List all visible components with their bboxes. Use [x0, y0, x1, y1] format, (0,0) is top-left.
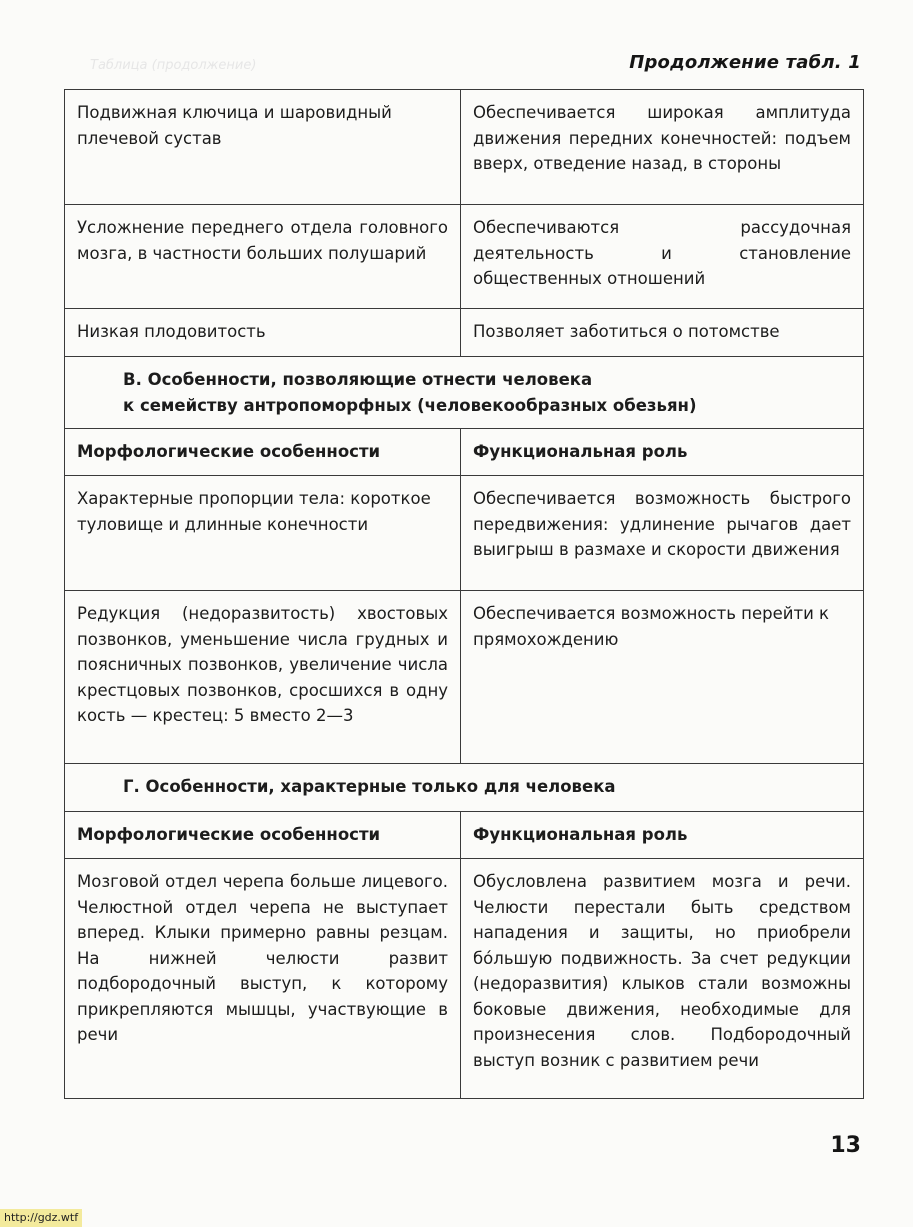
morph-cell: Мозговой отдел черепа больше лицевого. Челюстной отдел черепа не выступает вперед. Клыки примерно равны резцам. На нижней челюсти развит подбородочный выступ, к которому прикрепляются мышцы, участвующие в речи	[65, 859, 461, 1099]
table-row	[65, 309, 864, 357]
table-row	[65, 591, 864, 764]
morph-cell: Усложнение переднего отдела головного мозга, в частности больших полушарий	[65, 205, 461, 309]
column-header-row	[65, 429, 864, 476]
func-cell: Обеспечивается широкая амплитуда движения передних конечностей: подъем вверх, отведение назад, в стороны	[461, 90, 864, 205]
table-row	[65, 476, 864, 591]
func-cell: Обеспечивается возможность перейти к прямохождению	[461, 591, 864, 764]
column-header-morph: Морфологические особенности	[65, 812, 461, 859]
section-v-title-line1: В. Особенности, позволяющие отнести человека	[123, 370, 593, 389]
page-number: 13	[830, 1133, 861, 1158]
watermark-link[interactable]: http://gdz.wtf	[0, 1209, 82, 1227]
morph-cell: Редукция (недоразвитость) хвостовых позвонков, уменьшение числа грудных и поясничных позвонков, увеличение числа крестцовых позвонков, сросшихся в одну кость — крестец: 5 вместо 2—3	[65, 591, 461, 764]
page-header: Продолжение табл. 1	[629, 52, 861, 73]
column-header-func: Функциональная роль	[461, 429, 864, 476]
column-header-morph: Морфологические особенности	[65, 429, 461, 476]
func-cell: Позволяет заботиться о потомстве	[461, 309, 864, 357]
bleed-through-header: Таблица (продолжение)	[90, 58, 257, 73]
func-cell: Обусловлена развитием мозга и речи. Челюсти перестали быть средством нападения и защиты, но приобрели бóльшую подвижность. За счет редукции (недоразвития) клыков стали возможны боковые движения, необходимые для произнесения слов. Подбородочный выступ возник с развитием речи	[461, 859, 864, 1099]
features-table	[64, 89, 864, 1099]
table-row	[65, 859, 864, 1099]
section-heading-row	[65, 764, 864, 812]
table-row	[65, 205, 864, 309]
section-g-title: Г. Особенности, характерные только для человека	[65, 764, 864, 812]
section-v-title	[65, 357, 864, 429]
section-heading-row	[65, 357, 864, 429]
morph-cell: Подвижная ключица и шаровидный плечевой сустав	[65, 90, 461, 205]
column-header-row	[65, 812, 864, 859]
func-cell: Обеспечивается возможность быстрого передвижения: удлинение рычагов дает выигрыш в размахе и скорости движения	[461, 476, 864, 591]
morph-cell: Характерные пропорции тела: короткое туловище и длинные конечности	[65, 476, 461, 591]
column-header-func: Функциональная роль	[461, 812, 864, 859]
morph-cell: Низкая плодовитость	[65, 309, 461, 357]
func-cell: Обеспечиваются рассудочная деятельность и становление общественных отношений	[461, 205, 864, 309]
section-v-title-line2: к семейству антропоморфных (человекообразных обезьян)	[123, 395, 697, 415]
table-row	[65, 90, 864, 205]
